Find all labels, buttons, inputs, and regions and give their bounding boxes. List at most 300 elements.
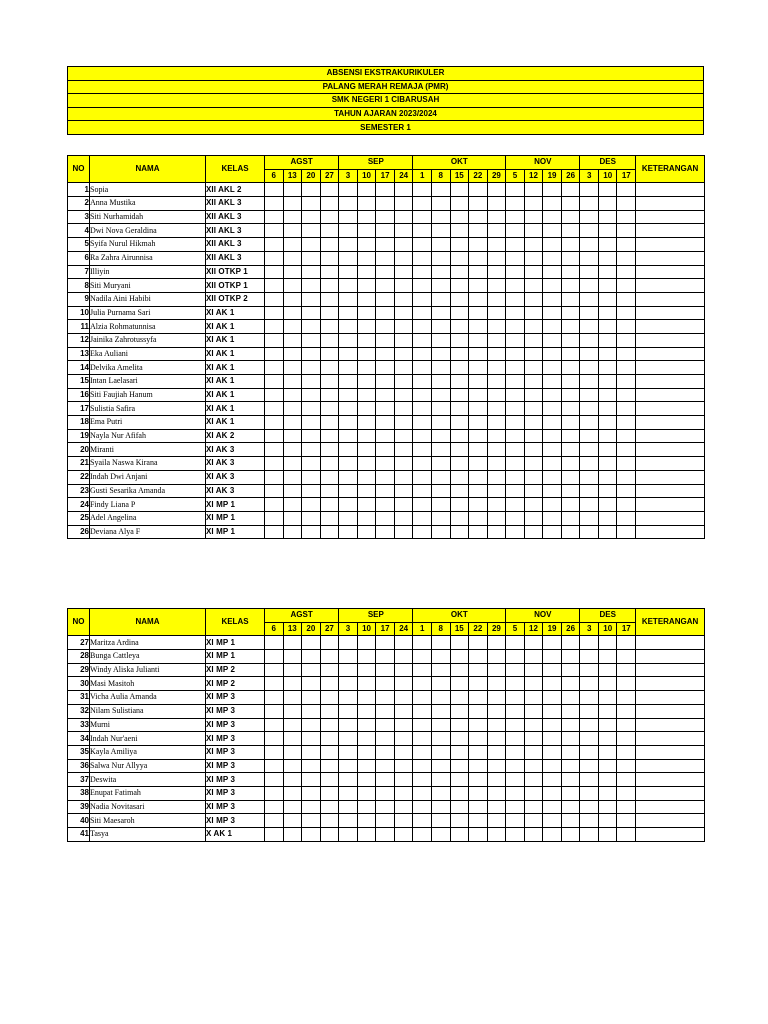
attendance-cell[interactable] — [598, 525, 617, 539]
attendance-cell[interactable] — [320, 402, 339, 416]
attendance-cell[interactable] — [450, 361, 469, 375]
attendance-cell[interactable] — [302, 511, 321, 525]
attendance-cell[interactable] — [561, 210, 580, 224]
attendance-cell[interactable] — [469, 347, 488, 361]
attendance-cell[interactable] — [413, 704, 432, 718]
attendance-cell[interactable] — [376, 650, 395, 664]
attendance-cell[interactable] — [265, 636, 284, 650]
attendance-cell[interactable] — [302, 814, 321, 828]
attendance-cell[interactable] — [506, 704, 525, 718]
attendance-cell[interactable] — [265, 320, 284, 334]
keterangan-cell[interactable] — [636, 320, 705, 334]
attendance-cell[interactable] — [431, 375, 450, 389]
attendance-cell[interactable] — [431, 786, 450, 800]
attendance-cell[interactable] — [617, 457, 636, 471]
attendance-cell[interactable] — [283, 800, 302, 814]
attendance-cell[interactable] — [265, 429, 284, 443]
attendance-cell[interactable] — [617, 828, 636, 842]
attendance-cell[interactable] — [524, 718, 543, 732]
attendance-cell[interactable] — [357, 786, 376, 800]
attendance-cell[interactable] — [431, 525, 450, 539]
attendance-cell[interactable] — [598, 402, 617, 416]
attendance-cell[interactable] — [506, 457, 525, 471]
attendance-cell[interactable] — [469, 732, 488, 746]
attendance-cell[interactable] — [320, 650, 339, 664]
attendance-cell[interactable] — [283, 224, 302, 238]
attendance-cell[interactable] — [450, 511, 469, 525]
attendance-cell[interactable] — [506, 402, 525, 416]
attendance-cell[interactable] — [357, 457, 376, 471]
attendance-cell[interactable] — [413, 292, 432, 306]
attendance-cell[interactable] — [506, 210, 525, 224]
attendance-cell[interactable] — [394, 416, 413, 430]
attendance-cell[interactable] — [450, 183, 469, 197]
keterangan-cell[interactable] — [636, 814, 705, 828]
attendance-cell[interactable] — [283, 443, 302, 457]
attendance-cell[interactable] — [524, 511, 543, 525]
attendance-cell[interactable] — [320, 800, 339, 814]
attendance-cell[interactable] — [598, 224, 617, 238]
attendance-cell[interactable] — [580, 183, 599, 197]
attendance-cell[interactable] — [394, 292, 413, 306]
attendance-cell[interactable] — [450, 375, 469, 389]
attendance-cell[interactable] — [469, 197, 488, 211]
keterangan-cell[interactable] — [636, 416, 705, 430]
attendance-cell[interactable] — [283, 265, 302, 279]
attendance-cell[interactable] — [469, 361, 488, 375]
attendance-cell[interactable] — [413, 210, 432, 224]
attendance-cell[interactable] — [580, 484, 599, 498]
attendance-cell[interactable] — [413, 663, 432, 677]
attendance-cell[interactable] — [376, 745, 395, 759]
attendance-cell[interactable] — [283, 773, 302, 787]
attendance-cell[interactable] — [320, 224, 339, 238]
attendance-cell[interactable] — [394, 786, 413, 800]
attendance-cell[interactable] — [431, 388, 450, 402]
attendance-cell[interactable] — [376, 292, 395, 306]
attendance-cell[interactable] — [265, 416, 284, 430]
attendance-cell[interactable] — [469, 773, 488, 787]
attendance-cell[interactable] — [543, 759, 562, 773]
attendance-cell[interactable] — [376, 814, 395, 828]
attendance-cell[interactable] — [469, 443, 488, 457]
attendance-cell[interactable] — [376, 677, 395, 691]
attendance-cell[interactable] — [543, 484, 562, 498]
attendance-cell[interactable] — [524, 375, 543, 389]
attendance-cell[interactable] — [394, 704, 413, 718]
attendance-cell[interactable] — [598, 814, 617, 828]
attendance-cell[interactable] — [487, 347, 506, 361]
attendance-cell[interactable] — [469, 759, 488, 773]
attendance-cell[interactable] — [357, 718, 376, 732]
attendance-cell[interactable] — [580, 402, 599, 416]
attendance-cell[interactable] — [469, 663, 488, 677]
keterangan-cell[interactable] — [636, 388, 705, 402]
attendance-cell[interactable] — [302, 650, 321, 664]
attendance-cell[interactable] — [469, 511, 488, 525]
attendance-cell[interactable] — [302, 279, 321, 293]
attendance-cell[interactable] — [561, 525, 580, 539]
attendance-cell[interactable] — [506, 691, 525, 705]
attendance-cell[interactable] — [376, 484, 395, 498]
attendance-cell[interactable] — [431, 718, 450, 732]
attendance-cell[interactable] — [543, 745, 562, 759]
attendance-cell[interactable] — [357, 238, 376, 252]
attendance-cell[interactable] — [431, 416, 450, 430]
attendance-cell[interactable] — [506, 814, 525, 828]
attendance-cell[interactable] — [561, 650, 580, 664]
attendance-cell[interactable] — [320, 786, 339, 800]
attendance-cell[interactable] — [543, 183, 562, 197]
attendance-cell[interactable] — [339, 416, 358, 430]
attendance-cell[interactable] — [283, 718, 302, 732]
attendance-cell[interactable] — [265, 800, 284, 814]
attendance-cell[interactable] — [450, 691, 469, 705]
attendance-cell[interactable] — [376, 375, 395, 389]
attendance-cell[interactable] — [320, 498, 339, 512]
attendance-cell[interactable] — [265, 786, 284, 800]
keterangan-cell[interactable] — [636, 677, 705, 691]
attendance-cell[interactable] — [320, 416, 339, 430]
attendance-cell[interactable] — [580, 745, 599, 759]
attendance-cell[interactable] — [524, 320, 543, 334]
attendance-cell[interactable] — [320, 718, 339, 732]
attendance-cell[interactable] — [506, 375, 525, 389]
attendance-cell[interactable] — [376, 402, 395, 416]
attendance-cell[interactable] — [394, 197, 413, 211]
attendance-cell[interactable] — [376, 800, 395, 814]
keterangan-cell[interactable] — [636, 525, 705, 539]
attendance-cell[interactable] — [394, 361, 413, 375]
attendance-cell[interactable] — [506, 800, 525, 814]
attendance-cell[interactable] — [543, 718, 562, 732]
attendance-cell[interactable] — [265, 347, 284, 361]
attendance-cell[interactable] — [469, 814, 488, 828]
attendance-cell[interactable] — [320, 320, 339, 334]
attendance-cell[interactable] — [339, 347, 358, 361]
attendance-cell[interactable] — [265, 375, 284, 389]
attendance-cell[interactable] — [469, 498, 488, 512]
attendance-cell[interactable] — [487, 677, 506, 691]
attendance-cell[interactable] — [506, 416, 525, 430]
attendance-cell[interactable] — [487, 636, 506, 650]
attendance-cell[interactable] — [339, 457, 358, 471]
attendance-cell[interactable] — [394, 732, 413, 746]
attendance-cell[interactable] — [561, 197, 580, 211]
attendance-cell[interactable] — [469, 786, 488, 800]
attendance-cell[interactable] — [302, 663, 321, 677]
attendance-cell[interactable] — [506, 732, 525, 746]
attendance-cell[interactable] — [302, 525, 321, 539]
attendance-cell[interactable] — [580, 759, 599, 773]
attendance-cell[interactable] — [598, 732, 617, 746]
attendance-cell[interactable] — [283, 759, 302, 773]
attendance-cell[interactable] — [580, 306, 599, 320]
attendance-cell[interactable] — [394, 511, 413, 525]
attendance-cell[interactable] — [394, 388, 413, 402]
attendance-cell[interactable] — [450, 320, 469, 334]
attendance-cell[interactable] — [320, 636, 339, 650]
attendance-cell[interactable] — [487, 457, 506, 471]
attendance-cell[interactable] — [580, 732, 599, 746]
attendance-cell[interactable] — [339, 320, 358, 334]
attendance-cell[interactable] — [320, 691, 339, 705]
attendance-cell[interactable] — [394, 663, 413, 677]
attendance-cell[interactable] — [580, 265, 599, 279]
attendance-cell[interactable] — [283, 333, 302, 347]
attendance-cell[interactable] — [431, 251, 450, 265]
attendance-cell[interactable] — [524, 292, 543, 306]
attendance-cell[interactable] — [598, 800, 617, 814]
attendance-cell[interactable] — [265, 691, 284, 705]
attendance-cell[interactable] — [487, 238, 506, 252]
attendance-cell[interactable] — [580, 814, 599, 828]
attendance-cell[interactable] — [265, 238, 284, 252]
attendance-cell[interactable] — [524, 443, 543, 457]
attendance-cell[interactable] — [431, 704, 450, 718]
attendance-cell[interactable] — [283, 814, 302, 828]
attendance-cell[interactable] — [543, 292, 562, 306]
attendance-cell[interactable] — [357, 402, 376, 416]
attendance-cell[interactable] — [598, 773, 617, 787]
keterangan-cell[interactable] — [636, 691, 705, 705]
attendance-cell[interactable] — [431, 759, 450, 773]
attendance-cell[interactable] — [543, 416, 562, 430]
attendance-cell[interactable] — [265, 511, 284, 525]
attendance-cell[interactable] — [543, 306, 562, 320]
keterangan-cell[interactable] — [636, 759, 705, 773]
attendance-cell[interactable] — [506, 183, 525, 197]
keterangan-cell[interactable] — [636, 732, 705, 746]
attendance-cell[interactable] — [561, 786, 580, 800]
attendance-cell[interactable] — [394, 279, 413, 293]
attendance-cell[interactable] — [265, 292, 284, 306]
attendance-cell[interactable] — [543, 320, 562, 334]
attendance-cell[interactable] — [357, 292, 376, 306]
attendance-cell[interactable] — [320, 525, 339, 539]
attendance-cell[interactable] — [339, 828, 358, 842]
attendance-cell[interactable] — [598, 511, 617, 525]
attendance-cell[interactable] — [283, 251, 302, 265]
attendance-cell[interactable] — [450, 224, 469, 238]
attendance-cell[interactable] — [598, 677, 617, 691]
attendance-cell[interactable] — [617, 265, 636, 279]
attendance-cell[interactable] — [487, 183, 506, 197]
attendance-cell[interactable] — [580, 238, 599, 252]
attendance-cell[interactable] — [376, 470, 395, 484]
attendance-cell[interactable] — [524, 759, 543, 773]
attendance-cell[interactable] — [413, 745, 432, 759]
keterangan-cell[interactable] — [636, 306, 705, 320]
attendance-cell[interactable] — [469, 484, 488, 498]
attendance-cell[interactable] — [265, 197, 284, 211]
attendance-cell[interactable] — [450, 347, 469, 361]
attendance-cell[interactable] — [561, 470, 580, 484]
attendance-cell[interactable] — [283, 388, 302, 402]
attendance-cell[interactable] — [487, 814, 506, 828]
attendance-cell[interactable] — [487, 279, 506, 293]
attendance-cell[interactable] — [413, 388, 432, 402]
attendance-cell[interactable] — [376, 759, 395, 773]
attendance-cell[interactable] — [450, 197, 469, 211]
attendance-cell[interactable] — [394, 677, 413, 691]
attendance-cell[interactable] — [302, 745, 321, 759]
attendance-cell[interactable] — [506, 677, 525, 691]
attendance-cell[interactable] — [617, 183, 636, 197]
attendance-cell[interactable] — [506, 443, 525, 457]
attendance-cell[interactable] — [302, 361, 321, 375]
attendance-cell[interactable] — [543, 429, 562, 443]
attendance-cell[interactable] — [320, 429, 339, 443]
attendance-cell[interactable] — [339, 745, 358, 759]
attendance-cell[interactable] — [413, 786, 432, 800]
attendance-cell[interactable] — [450, 306, 469, 320]
attendance-cell[interactable] — [580, 279, 599, 293]
attendance-cell[interactable] — [469, 402, 488, 416]
attendance-cell[interactable] — [320, 306, 339, 320]
attendance-cell[interactable] — [506, 470, 525, 484]
attendance-cell[interactable] — [339, 306, 358, 320]
attendance-cell[interactable] — [561, 457, 580, 471]
attendance-cell[interactable] — [598, 650, 617, 664]
attendance-cell[interactable] — [561, 224, 580, 238]
attendance-cell[interactable] — [394, 814, 413, 828]
attendance-cell[interactable] — [506, 197, 525, 211]
attendance-cell[interactable] — [357, 429, 376, 443]
attendance-cell[interactable] — [506, 773, 525, 787]
attendance-cell[interactable] — [450, 388, 469, 402]
attendance-cell[interactable] — [302, 197, 321, 211]
attendance-cell[interactable] — [450, 525, 469, 539]
attendance-cell[interactable] — [524, 279, 543, 293]
attendance-cell[interactable] — [283, 828, 302, 842]
attendance-cell[interactable] — [302, 333, 321, 347]
attendance-cell[interactable] — [617, 279, 636, 293]
attendance-cell[interactable] — [357, 443, 376, 457]
attendance-cell[interactable] — [506, 759, 525, 773]
attendance-cell[interactable] — [561, 484, 580, 498]
attendance-cell[interactable] — [487, 224, 506, 238]
attendance-cell[interactable] — [431, 210, 450, 224]
attendance-cell[interactable] — [561, 745, 580, 759]
attendance-cell[interactable] — [506, 828, 525, 842]
attendance-cell[interactable] — [320, 443, 339, 457]
attendance-cell[interactable] — [524, 265, 543, 279]
attendance-cell[interactable] — [357, 691, 376, 705]
attendance-cell[interactable] — [339, 429, 358, 443]
attendance-cell[interactable] — [543, 197, 562, 211]
attendance-cell[interactable] — [561, 636, 580, 650]
keterangan-cell[interactable] — [636, 238, 705, 252]
attendance-cell[interactable] — [617, 306, 636, 320]
attendance-cell[interactable] — [598, 443, 617, 457]
attendance-cell[interactable] — [524, 498, 543, 512]
attendance-cell[interactable] — [598, 718, 617, 732]
attendance-cell[interactable] — [320, 677, 339, 691]
attendance-cell[interactable] — [302, 677, 321, 691]
attendance-cell[interactable] — [561, 759, 580, 773]
attendance-cell[interactable] — [357, 347, 376, 361]
attendance-cell[interactable] — [320, 470, 339, 484]
attendance-cell[interactable] — [469, 525, 488, 539]
attendance-cell[interactable] — [265, 388, 284, 402]
attendance-cell[interactable] — [617, 210, 636, 224]
attendance-cell[interactable] — [265, 745, 284, 759]
attendance-cell[interactable] — [617, 320, 636, 334]
attendance-cell[interactable] — [561, 238, 580, 252]
attendance-cell[interactable] — [561, 773, 580, 787]
attendance-cell[interactable] — [302, 732, 321, 746]
attendance-cell[interactable] — [339, 814, 358, 828]
attendance-cell[interactable] — [469, 265, 488, 279]
attendance-cell[interactable] — [580, 416, 599, 430]
attendance-cell[interactable] — [413, 443, 432, 457]
attendance-cell[interactable] — [431, 443, 450, 457]
attendance-cell[interactable] — [580, 800, 599, 814]
attendance-cell[interactable] — [561, 429, 580, 443]
attendance-cell[interactable] — [580, 691, 599, 705]
attendance-cell[interactable] — [580, 347, 599, 361]
attendance-cell[interactable] — [302, 238, 321, 252]
attendance-cell[interactable] — [617, 484, 636, 498]
keterangan-cell[interactable] — [636, 292, 705, 306]
attendance-cell[interactable] — [394, 265, 413, 279]
attendance-cell[interactable] — [580, 292, 599, 306]
attendance-cell[interactable] — [598, 388, 617, 402]
attendance-cell[interactable] — [283, 306, 302, 320]
attendance-cell[interactable] — [413, 732, 432, 746]
attendance-cell[interactable] — [524, 814, 543, 828]
attendance-cell[interactable] — [357, 773, 376, 787]
attendance-cell[interactable] — [357, 745, 376, 759]
attendance-cell[interactable] — [580, 457, 599, 471]
attendance-cell[interactable] — [339, 718, 358, 732]
attendance-cell[interactable] — [357, 416, 376, 430]
attendance-cell[interactable] — [283, 745, 302, 759]
attendance-cell[interactable] — [487, 718, 506, 732]
attendance-cell[interactable] — [580, 210, 599, 224]
attendance-cell[interactable] — [543, 470, 562, 484]
attendance-cell[interactable] — [357, 498, 376, 512]
attendance-cell[interactable] — [413, 814, 432, 828]
attendance-cell[interactable] — [394, 402, 413, 416]
attendance-cell[interactable] — [524, 306, 543, 320]
attendance-cell[interactable] — [357, 306, 376, 320]
attendance-cell[interactable] — [543, 525, 562, 539]
attendance-cell[interactable] — [431, 470, 450, 484]
keterangan-cell[interactable] — [636, 511, 705, 525]
attendance-cell[interactable] — [487, 786, 506, 800]
attendance-cell[interactable] — [302, 800, 321, 814]
attendance-cell[interactable] — [487, 732, 506, 746]
attendance-cell[interactable] — [376, 443, 395, 457]
attendance-cell[interactable] — [450, 265, 469, 279]
attendance-cell[interactable] — [431, 279, 450, 293]
keterangan-cell[interactable] — [636, 279, 705, 293]
attendance-cell[interactable] — [413, 759, 432, 773]
attendance-cell[interactable] — [376, 457, 395, 471]
attendance-cell[interactable] — [450, 484, 469, 498]
attendance-cell[interactable] — [487, 320, 506, 334]
attendance-cell[interactable] — [617, 388, 636, 402]
attendance-cell[interactable] — [320, 704, 339, 718]
attendance-cell[interactable] — [413, 828, 432, 842]
attendance-cell[interactable] — [357, 251, 376, 265]
attendance-cell[interactable] — [394, 470, 413, 484]
attendance-cell[interactable] — [339, 333, 358, 347]
attendance-cell[interactable] — [302, 320, 321, 334]
attendance-cell[interactable] — [598, 759, 617, 773]
